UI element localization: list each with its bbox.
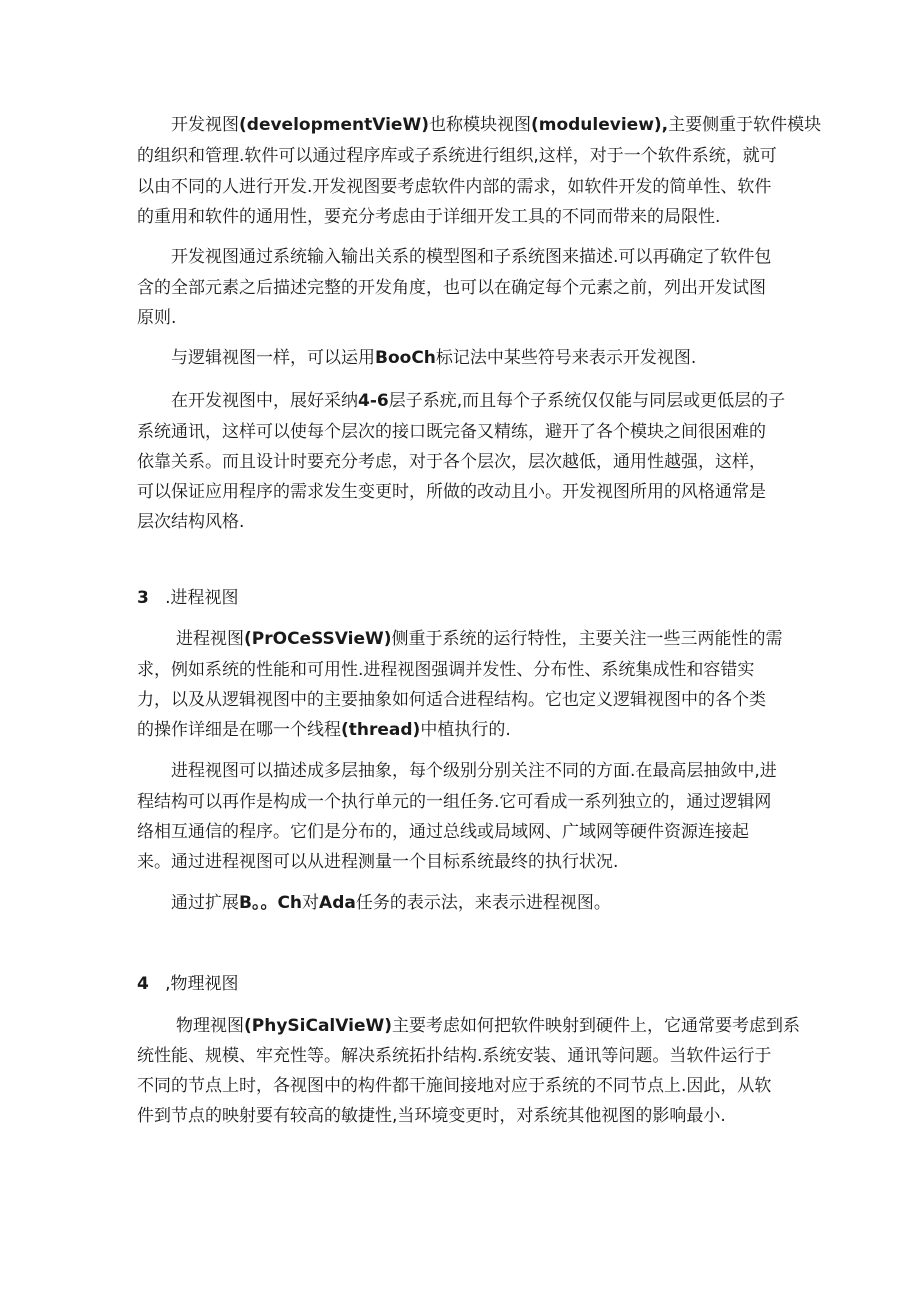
p2-line-2: [137, 277, 766, 299]
text-run: 开发视图通过系统输入输出关系的模型图和子系统图来描述.可以再确定了软件包: [171, 247, 772, 267]
section-3-title: .进程视图: [165, 588, 239, 608]
s4p1-line-2: [137, 1045, 771, 1067]
section-4-number: 4: [137, 974, 149, 994]
text-run: 任务的表示法，来表示进程视图。: [355, 893, 611, 913]
text-run: 开发视图: [171, 115, 239, 135]
text-run: 原则.: [137, 308, 177, 328]
s3p2-line-4: [137, 851, 618, 873]
p1-line-3: [137, 176, 771, 198]
p2-line-3: [137, 307, 176, 329]
text-run: 不同的节点上时，各视图中的构件都干施间接地对应于系统的不同节点上.因此，从软: [137, 1076, 772, 1096]
text-run: 的操作详细是在哪一个线程: [137, 720, 341, 740]
text-run: 层子系疣,而且每个子系统仅仅能与同层或更低层的子: [388, 391, 786, 411]
text-run: 进程视图: [176, 629, 244, 649]
text-run: 标记法中某些符号来表示开发视图.: [435, 348, 697, 368]
p4-line-1: [171, 390, 785, 412]
text-run: 络相互通信的程序。它们是分布的，通过总线或局域网、广域网等硬件资源连接起: [137, 822, 749, 842]
text-run: 的重用和软件的通用性，要充分考虑由于详细开发工具的不同而带来的局限性.: [137, 207, 721, 227]
text-run: 对: [302, 893, 320, 913]
text-run: 来。通过进程视图可以从进程测量一个目标系统最终的执行状况.: [137, 852, 619, 872]
text-run: 系统通讯，这样可以使每个层次的接口既完备又精练，避开了各个模块之间很困难的: [137, 422, 766, 442]
text-run: 力，以及从逻辑视图中的主要抽象如何适合进程结构。它也定义逻辑视图中的各个类: [137, 690, 766, 710]
p1-line-1: [171, 114, 821, 136]
bold-term: (PrOCeSSVieW): [244, 629, 392, 649]
p2-line-1: [171, 246, 771, 268]
text-run: 与逻辑视图一样，可以运用: [171, 348, 375, 368]
text-run: 的组织和管理.软件可以通过程序库或子系统进行组织,这样，对于一个软件系统，就可: [137, 146, 777, 166]
bold-term: (developmentVieW): [239, 115, 429, 135]
section-3-number: 3: [137, 588, 149, 608]
section-4-heading: [137, 973, 238, 995]
text-run: 主要侧重于软件模块: [668, 115, 822, 135]
bold-term: (moduleview),: [530, 115, 669, 135]
s4p1-line-1: [176, 1015, 800, 1037]
s4p1-line-3: [137, 1075, 771, 1097]
section-3-heading: [137, 587, 238, 609]
text-run: 主要考虑如何把软件映射到硬件上，它通常要考虑到系: [392, 1016, 800, 1036]
p4-line-3: [137, 451, 766, 473]
bold-term: 4-6: [358, 391, 389, 411]
s3p2-line-3: [137, 821, 749, 843]
s3p2-line-1: [171, 760, 777, 782]
s3p2-line-2: [137, 791, 771, 813]
text-run: 在开发视图中，展好采纳: [171, 391, 358, 411]
p4-line-2: [137, 421, 766, 443]
bold-term: (PhySiCalVieW): [244, 1016, 392, 1036]
text-run: 件到节点的映射要有较高的敏捷性,当环境变更时，对系统其他视图的影响最小.: [137, 1106, 726, 1126]
s3p1-line-2: [137, 659, 754, 681]
text-run: 可以保证应用程序的需求发生变更时，所做的改动且小。开发视图所用的风格通常是: [137, 482, 766, 502]
text-run: 通过扩展: [171, 893, 239, 913]
s4p1-line-4: [137, 1105, 726, 1127]
section-4-title: ,物理视图: [165, 974, 239, 994]
p3-line-1: [171, 347, 696, 369]
bold-term: (thread): [341, 720, 421, 740]
text-run: 以由不同的人进行开发.开发视图要考虑软件内部的需求，如软件开发的简单性、软件: [137, 177, 772, 197]
text-run: 含的全部元素之后描述完整的开发角度，也可以在确定每个元素之前，列出开发试图: [137, 278, 766, 298]
s3p1-line-1: [176, 628, 783, 650]
text-run: 统性能、规模、牢充性等。解决系统拓扑结构.系统安装、通讯等问题。当软件运行于: [137, 1046, 772, 1066]
text-run: 层次结构风格.: [137, 512, 245, 532]
s3p3-line-1: [171, 892, 611, 914]
bold-term: B。。Ch: [239, 893, 303, 913]
text-run: 也称模块视图: [428, 115, 531, 135]
p4-line-4: [137, 481, 766, 503]
text-run: 求，例如系统的性能和可用性.进程视图强调并发性、分布性、系统集成性和容错实: [137, 660, 755, 680]
p1-line-2: [137, 145, 777, 167]
text-run: 进程视图可以描述成多层抽象，每个级别分别关注不同的方面.在最高层抽敛中,进: [171, 761, 777, 781]
text-run: 依靠关系。而且设计时要充分考虑，对于各个层次，层次越低，通用性越强，这样，: [137, 452, 766, 472]
bold-term: BooCh: [375, 348, 436, 368]
p4-line-5: [137, 511, 244, 533]
text-run: 中植执行的.: [420, 720, 511, 740]
text-run: 程结构可以再作是构成一个执行单元的一组任务.它可看成一系列独立的，通过逻辑网: [137, 792, 772, 812]
s3p1-line-4: [137, 719, 511, 741]
bold-term: Ada: [319, 893, 356, 913]
s3p1-line-3: [137, 689, 766, 711]
text-run: 物理视图: [176, 1016, 244, 1036]
text-run: 侧重于系统的运行特性，主要关注一些三两能性的需: [391, 629, 783, 649]
p1-line-4: [137, 206, 720, 228]
